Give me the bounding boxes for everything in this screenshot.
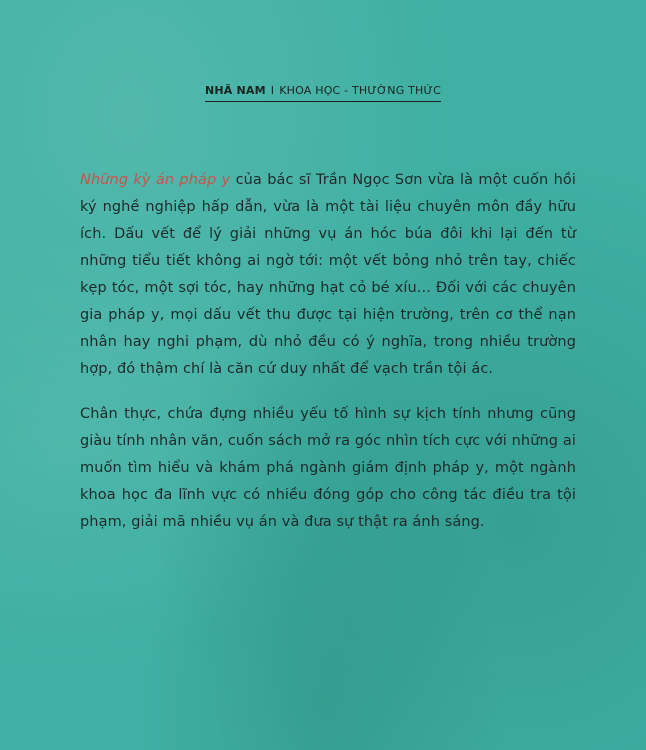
book-description [80, 167, 576, 536]
page-header [0, 84, 646, 102]
paragraph-1-text: của bác sĩ Trần Ngọc Sơn vừa là một cuốn hồi ký nghề nghiệp hấp dẫn, vừa là một tài liệu chuyên môn đầy hữu ích. Dấu vết để lý giải những vụ án hóc búa đôi khi lại đến từ những tiểu tiết không ai ngờ tới: một vết bỏng nhỏ trên tay, chiếc kẹp tóc, một sợi tóc, hay những hạt cỏ bé xíu... Đối với các chuyên gia pháp y, mọi dấu vết thu được tại hiện trường, trên cơ thể nạn nhân hay nghi phạm, dù nhỏ đều có ý nghĩa, trong nhiều trường hợp, đó thậm chí là căn cứ duy nhất để vạch trần tội ác. [80, 172, 576, 377]
paragraph-2: Chân thực, chứa đựng nhiều yếu tố hình sự kịch tính nhưng cũng giàu tính nhân văn, cuốn sách mở ra góc nhìn tích cực với những ai muốn tìm hiểu và khám phá ngành giám định pháp y, một ngành khoa học đa lĩnh vực có nhiều đóng góp cho công tác điều tra tội phạm, giải mã nhiều vụ án và đưa sự thật ra ánh sáng. [80, 406, 576, 530]
publisher-name: NHÃ NAM [204, 84, 266, 97]
book-title: Những kỳ án pháp y [80, 172, 231, 188]
book-category: KHOA HỌC - THƯỜNG THỨC [279, 84, 442, 97]
paragraph-1 [80, 167, 576, 383]
header-separator: I [270, 84, 275, 97]
header-line [205, 84, 441, 102]
